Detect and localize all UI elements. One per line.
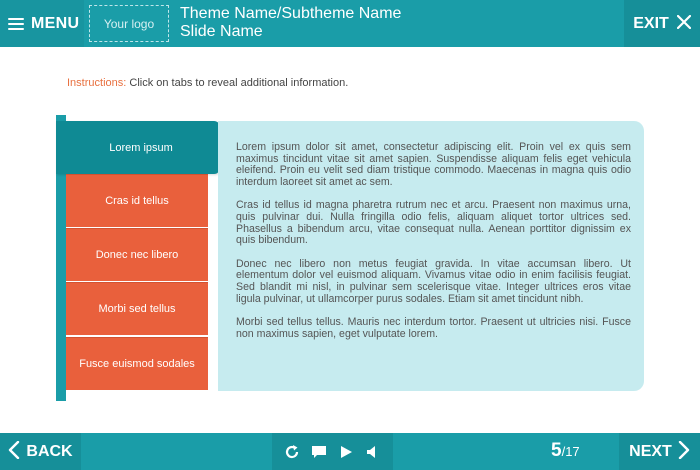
total-slides: /17	[561, 444, 580, 459]
instructions-label: Instructions:	[67, 77, 127, 89]
back-button[interactable]	[0, 433, 81, 470]
current-slide: 5	[551, 440, 562, 461]
tab-lorem-ipsum[interactable]: Lorem ipsum	[56, 121, 220, 174]
menu-button[interactable]	[0, 0, 84, 47]
hamburger-icon	[8, 18, 24, 30]
exit-button[interactable]	[624, 0, 700, 47]
next-label: NEXT	[629, 442, 672, 460]
content-paragraph: Donec nec libero non metus feugiat gravida. In vitae accumsan libero. Ut elementum dolor vel euismod aliquam. Vivamus vitae odio in enim facilisis feugiat. Sed blandit mi nisl, in pulvinar sem scelerisque vitae. Integer ultrices eros vitae ligula pulvinar, ut ullamcorper purus sodales. Etiam sit amet tincidunt nibh.	[236, 257, 631, 305]
tab-fusce-euismod-sodales[interactable]: Fusce euismod sodales	[66, 337, 208, 390]
next-button[interactable]	[619, 433, 700, 470]
logo-placeholder: Your logo	[89, 5, 169, 42]
slide-counter	[551, 440, 580, 462]
title-block	[180, 5, 401, 41]
tab-content-panel	[218, 121, 644, 391]
tab-donec-nec-libero[interactable]: Donec nec libero	[66, 228, 208, 281]
chevron-left-icon	[8, 441, 20, 463]
volume-icon[interactable]	[362, 441, 384, 463]
content-paragraph: Lorem ipsum dolor sit amet, consectetur adipiscing elit. Proin vel ex quis sem maximus tincidunt vitae sit amet sapien. Suspendisse aliquam felis eget vehicula eleifend. Proin eu velit sed diam tristique commodo. Maecenas in magna quis odio interdum laoreet sit amet ac sem.	[236, 141, 631, 188]
top-bar	[0, 0, 700, 47]
media-controls	[272, 433, 393, 470]
play-icon[interactable]	[335, 441, 357, 463]
slide-name: Slide Name	[180, 23, 263, 40]
bottom-bar	[0, 433, 700, 470]
exit-label: EXIT	[633, 14, 669, 32]
close-icon	[677, 13, 691, 34]
content-paragraph: Morbi sed tellus tellus. Mauris nec interdum tortor. Praesent ut ultricies nisi. Fusce non maximus sapien, eget vulputate lorem.	[236, 316, 631, 340]
comment-icon[interactable]	[308, 441, 330, 463]
chevron-right-icon	[678, 441, 690, 463]
theme-title: Theme Name/Subtheme Name	[180, 5, 402, 22]
replay-icon[interactable]	[281, 441, 303, 463]
content-paragraph: Cras id tellus id magna pharetra rutrum nec et arcu. Praesent non maximus urna, quis pulvinar dui. Nulla fringilla odio felis, aliquam aliquet tortor ultrices sed. Phasellus a bibendum arcu, vitae consequat nulla. Aenean porttitor dignissim ex quis bibendum.	[236, 199, 631, 247]
menu-label: MENU	[31, 14, 80, 32]
tab-cras-id-tellus[interactable]: Cras id tellus	[66, 174, 208, 227]
instructions	[67, 77, 348, 89]
instructions-text: Click on tabs to reveal additional information.	[129, 77, 349, 89]
tab-morbi-sed-tellus[interactable]: Morbi sed tellus	[66, 282, 208, 335]
back-label: BACK	[26, 442, 73, 460]
